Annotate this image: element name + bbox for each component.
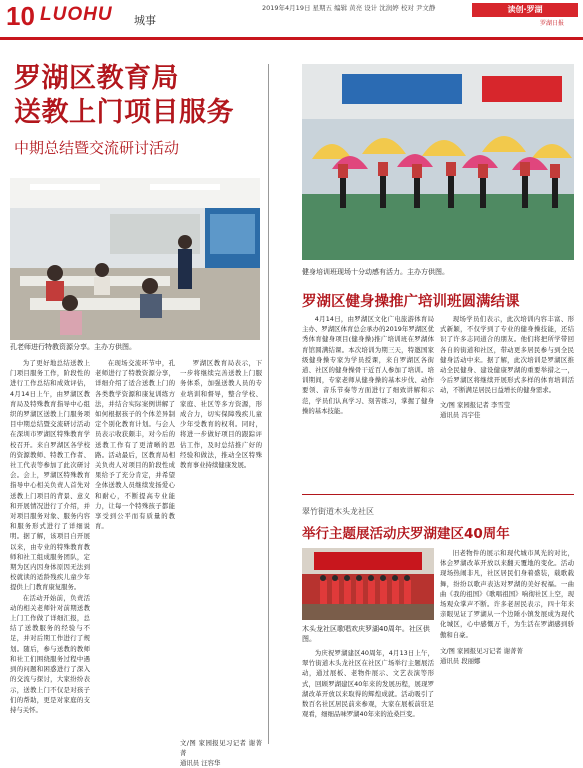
lead-paragraph: 在活动开始前，负责活动的相关老师针对前期送教上门工作做了详细汇报，总结了送教服务的经验与不足，并对后期工作进行了规划。随后，参与送教的教师和社工们围绕服务过程中遇到的问题和困惑进行了深入的交流与探讨，大家纷纷表示，送教上门不仅是对孩子们的帮助，更是对家庭的支持与关怀。 [10, 593, 90, 714]
lead-headline-line1: 罗湖区教育局 [14, 63, 179, 94]
community-credit-author: 文/图 家园报见习记者 谢菁菁 [440, 646, 523, 655]
fitness-body-col1 [302, 314, 434, 466]
fitness-body-col2 [440, 314, 574, 466]
community-photo-caption: 木头龙社区歌唱欢庆罗湖40周年。社区供图。 [302, 625, 430, 643]
issue-meta: 2019年4月19日 星期五 编辑 黄亮 设计 沈润婷 校对 尹文静 [262, 4, 436, 12]
lead-headline [14, 62, 234, 130]
section-name: 城事 [134, 14, 156, 27]
lead-credit-correspondent: 通讯员 汪容华 [180, 759, 221, 768]
brand-sub: 罗湖日报 [540, 20, 565, 27]
community-photo [302, 548, 434, 620]
masthead [0, 0, 583, 40]
fitness-paragraph: 4月14日，由罗湖区文化广电旅游体育局主办、罗湖区体育总会承办的2019年罗湖区优秀体育健身项目(健身操)推广培训班在罗湖体育馆圆满结课。本次培训为期三天，特邀国家级健身操专家为学员授课，来自罗湖区各街道、社区的健身操骨干近百人参加了培训。培训期间，专家老师从健身操的基本步伐、动作要领、音乐节奏等方面进行了细致讲解和示范，学员们认真学习、刻苦练习，掌握了健身操的基本技能。 [302, 315, 434, 415]
lead-subheadline: 中期总结暨交流研讨活动 [14, 139, 180, 157]
community-paragraph: 旧老物件的展示和现代城市风光的对比，体会罗湖改革开放以来翻天覆地的变化。活动现场热闹非凡，社区居民们身着盛装，载歌载舞，纷纷以歌声表达对罗湖的美好祝福。一曲曲《我的祖国》《歌唱祖国》响彻社区上空，现场观众掌声不断。许多老居民表示，四十年来亲眼见证了罗湖从一个边陲小镇发展成为现代化城区，心中感慨万千，为生活在罗湖感到骄傲和自豪。 [440, 549, 574, 639]
fitness-credit-correspondent: 通讯员 冯宇佳 [440, 410, 481, 419]
lead-paragraph: 罗湖区教育局表示，下一步将继续完善送教上门服务体系，加强送教人员的专业培训和督导，整合学校、家庭、社区等多方资源，形成合力，切实保障残疾儿童少年受教育的权利。同时，将进一步做好项目的跟踪评估工作，及时总结推广好的经验和做法，推动全区特殊教育事业持续健康发展。 [180, 359, 262, 470]
community-credit-correspondent: 通讯员 段丽娜 [440, 656, 481, 665]
lead-credit-author: 文/图 家园报见习记者 谢菁菁 [180, 739, 262, 758]
lead-headline-line2: 送教上门项目服务 [14, 97, 234, 128]
column-divider [268, 64, 269, 744]
community-paragraph: 为庆祝罗湖建区40周年，4月13日上午，翠竹街道木头龙社区在社区广场举行主题展活动，通过展板、老物件展示、文艺表演等形式，回顾罗湖建区40年来的发展历程，展现罗湖改革开放以来取得的辉煌成就。活动吸引了数百名社区居民前来参观，大家在展板前驻足观看，细细品味罗湖40年来的沧桑巨变。 [302, 649, 434, 719]
community-body-right [440, 548, 574, 748]
classroom-photo [10, 178, 260, 340]
fitness-headline: 罗湖区健身操推广培训班圆满结课 [302, 294, 520, 310]
brand-logo: 读创·罗湖 [472, 3, 578, 17]
community-body-left [302, 648, 434, 748]
community-kicker: 翠竹街道木头龙社区 [302, 507, 374, 516]
fitness-credit-author: 文/图 家园报记者 李雪莹 [440, 400, 511, 409]
lead-paragraph: 在现场交流环节中，孔老师进行了特教资源分享，详细介绍了适合送教上门的各类教学资源和康复训练方法，并结合实际案例讲解了如何根据孩子的个体差异制定个别化教育计划。与会人员表示收获颇丰，对今后的送教工作有了更清晰的思路。活动最后，区教育局相关负责人对项目的阶段性成果给予了充分肯定，并希望全体送教人员继续发扬爱心和耐心，不断提高专业能力，让每一个特殊孩子都能享受到公平而有质量的教育。 [95, 359, 175, 531]
community-headline: 举行主题展活动庆罗湖建区40周年 [302, 526, 510, 542]
fitness-paragraph: 现场学员们表示，此次培训内容丰富、形式新颖，不仅学到了专业的健身操技能，还结识了许多志同道合的朋友。他们将把所学带回各自的街道和社区，带动更多居民参与到全民健身活动中来。据了解，此次培训是罗湖区推动全民健身、建设健康罗湖的重要举措之一，今后罗湖区将继续开展形式多样的体育培训活动，不断满足居民日益增长的健身需求。 [440, 315, 574, 395]
page-number: 10 [6, 1, 35, 31]
section-divider [302, 494, 574, 495]
lead-body-col1 [10, 358, 90, 750]
fitness-photo [302, 64, 574, 260]
lead-body-col2 [95, 358, 175, 750]
lead-body-col3 [180, 358, 262, 768]
classroom-photo-caption: 孔老师进行特教资源分享。主办方供图。 [10, 343, 136, 351]
paper-name: LUOHU [40, 4, 113, 25]
lead-paragraph: 为了更好地总结送教上门项目服务工作，阶段性的进行工作总结和成效评估，4月14日上午，由罗湖区教育局及特殊教育指导中心组织的罗湖区送教上门服务项目中期总结暨交流研讨活动在深圳市罗湖区特殊教育学校召开。来自罗湖区各学校的资源教师、特教工作者、社工代表等参加了此次研讨会。会上，罗湖区特殊教育指导中心相关负责人首先对送教上门项目的背景、意义和开展情况进行了介绍，并对项目服务对象、服务内容和服务形式进行了详细说明。据了解，该项目自开展以来，由专业的特殊教育教师和社工组成服务团队，定期为区内因身体原因无法到校就读的适龄残疾儿童少年提供上门教育康复服务。 [10, 359, 90, 592]
fitness-photo-caption: 健身培训班现场十分动感有活力。主办方供图。 [302, 268, 449, 276]
